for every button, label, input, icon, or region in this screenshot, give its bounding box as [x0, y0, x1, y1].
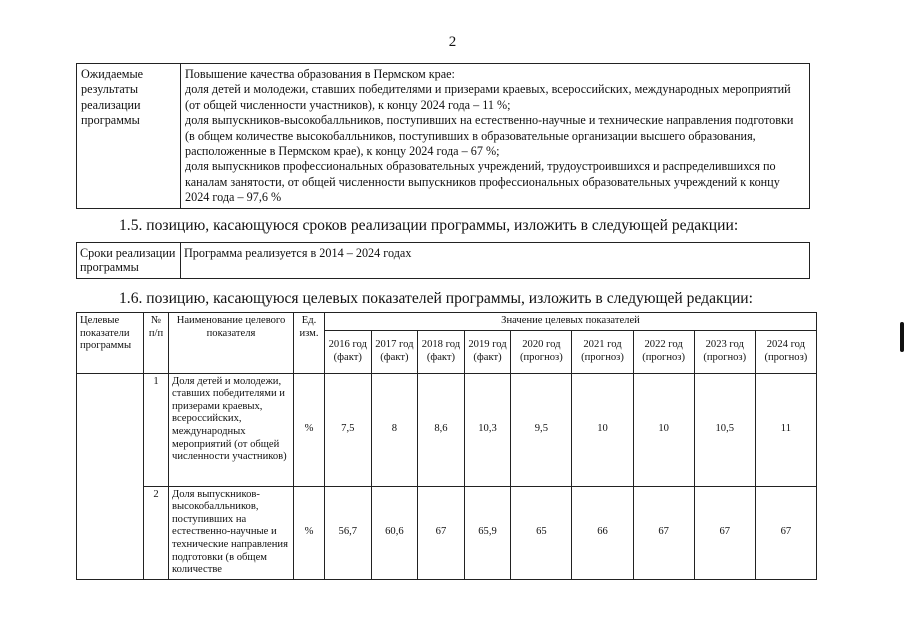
indicator-unit: %: [294, 486, 325, 579]
value-2023: 67: [694, 486, 755, 579]
header-year-2023: 2023 год (прогноз): [694, 330, 755, 373]
value-2018: 8,6: [418, 373, 465, 486]
header-year-2019: 2019 год (факт): [464, 330, 511, 373]
indicator-unit: %: [294, 373, 325, 486]
period-label: Сроки реализации программы: [77, 243, 181, 279]
table-header-row: [77, 313, 817, 331]
section-heading-1-5: 1.5. позицию, касающуюся сроков реализации программы, изложить в следующей редакции:: [119, 217, 739, 234]
expected-results-content: [181, 64, 810, 209]
value-2020: 9,5: [511, 373, 572, 486]
value-2020: 65: [511, 486, 572, 579]
expected-results-table: [76, 63, 810, 209]
results-line: доля выпускников профессиональных образовательных учреждений, трудоустроившихся и распределившихся по каналам занятости, от общей численности выпускников профессиональных образовательных учреждений к концу 2024 года – 97,6 %: [185, 159, 780, 205]
value-2017: 8: [371, 373, 418, 486]
value-2018: 67: [418, 486, 465, 579]
indicator-name: Доля выпускников-высокобалльников, поступивших на естественно-научные и технические направления подготовки (в общем количестве: [169, 486, 294, 579]
section-heading-1-6: 1.6. позицию, касающуюся целевых показателей программы, изложить в следующей редакции:: [119, 290, 753, 307]
row-number: 1: [144, 373, 169, 486]
header-row-number: № п/п: [144, 313, 169, 374]
target-indicators-table: [76, 312, 817, 580]
value-2022: 10: [633, 373, 694, 486]
value-2017: 60,6: [371, 486, 418, 579]
header-year-2022: 2022 год (прогноз): [633, 330, 694, 373]
results-line: доля детей и молодежи, ставших победителями и призерами краевых, всероссийских, международных мероприятий (от общей численности участников), к концу 2024 года – 11 %;: [185, 82, 791, 112]
page-number: 2: [448, 34, 457, 50]
header-target-indicators: Целевые показатели программы: [77, 313, 144, 374]
header-year-2021: 2021 год (прогноз): [572, 330, 633, 373]
scan-edge-mark: [900, 322, 904, 352]
header-values-group: Значение целевых показателей: [325, 313, 817, 331]
value-2019: 65,9: [464, 486, 511, 579]
header-indicator-name: Наименование целевого показателя: [169, 313, 294, 374]
table-row: [77, 243, 810, 279]
value-2016: 7,5: [325, 373, 372, 486]
header-year-2024: 2024 год (прогноз): [755, 330, 816, 373]
header-year-2018: 2018 год (факт): [418, 330, 465, 373]
value-2019: 10,3: [464, 373, 511, 486]
table-row: [77, 64, 810, 209]
value-2016: 56,7: [325, 486, 372, 579]
implementation-period-table: [76, 242, 810, 279]
value-2023: 10,5: [694, 373, 755, 486]
table-row: [77, 486, 817, 579]
row-number: 2: [144, 486, 169, 579]
header-year-2016: 2016 год (факт): [325, 330, 372, 373]
results-line: Повышение качества образования в Пермском крае:: [185, 67, 455, 81]
value-2021: 66: [572, 486, 633, 579]
header-unit: Ед. изм.: [294, 313, 325, 374]
value-2024: 67: [755, 486, 816, 579]
table-row: [77, 373, 817, 486]
period-value: Программа реализуется в 2014 – 2024 годах: [181, 243, 810, 279]
value-2022: 67: [633, 486, 694, 579]
value-2021: 10: [572, 373, 633, 486]
indicator-name: Доля детей и молодежи, ставших победителями и призерами краевых, всероссийских, международных мероприятий (от общей численности участников): [169, 373, 294, 486]
results-line: доля выпускников-высокобалльников, поступивших на естественно-научные и технические направления подготовки (в общем количестве высокобалльников, поступивших в образовательные организации высшего образования, расположенные в Пермском крае), к концу 2024 года – 67 %;: [185, 113, 794, 159]
target-indicators-cell: [77, 373, 144, 579]
header-year-2020: 2020 год (прогноз): [511, 330, 572, 373]
expected-results-label: Ожидаемые результаты реализации программы: [77, 64, 181, 209]
header-year-2017: 2017 год (факт): [371, 330, 418, 373]
value-2024: 11: [755, 373, 816, 486]
